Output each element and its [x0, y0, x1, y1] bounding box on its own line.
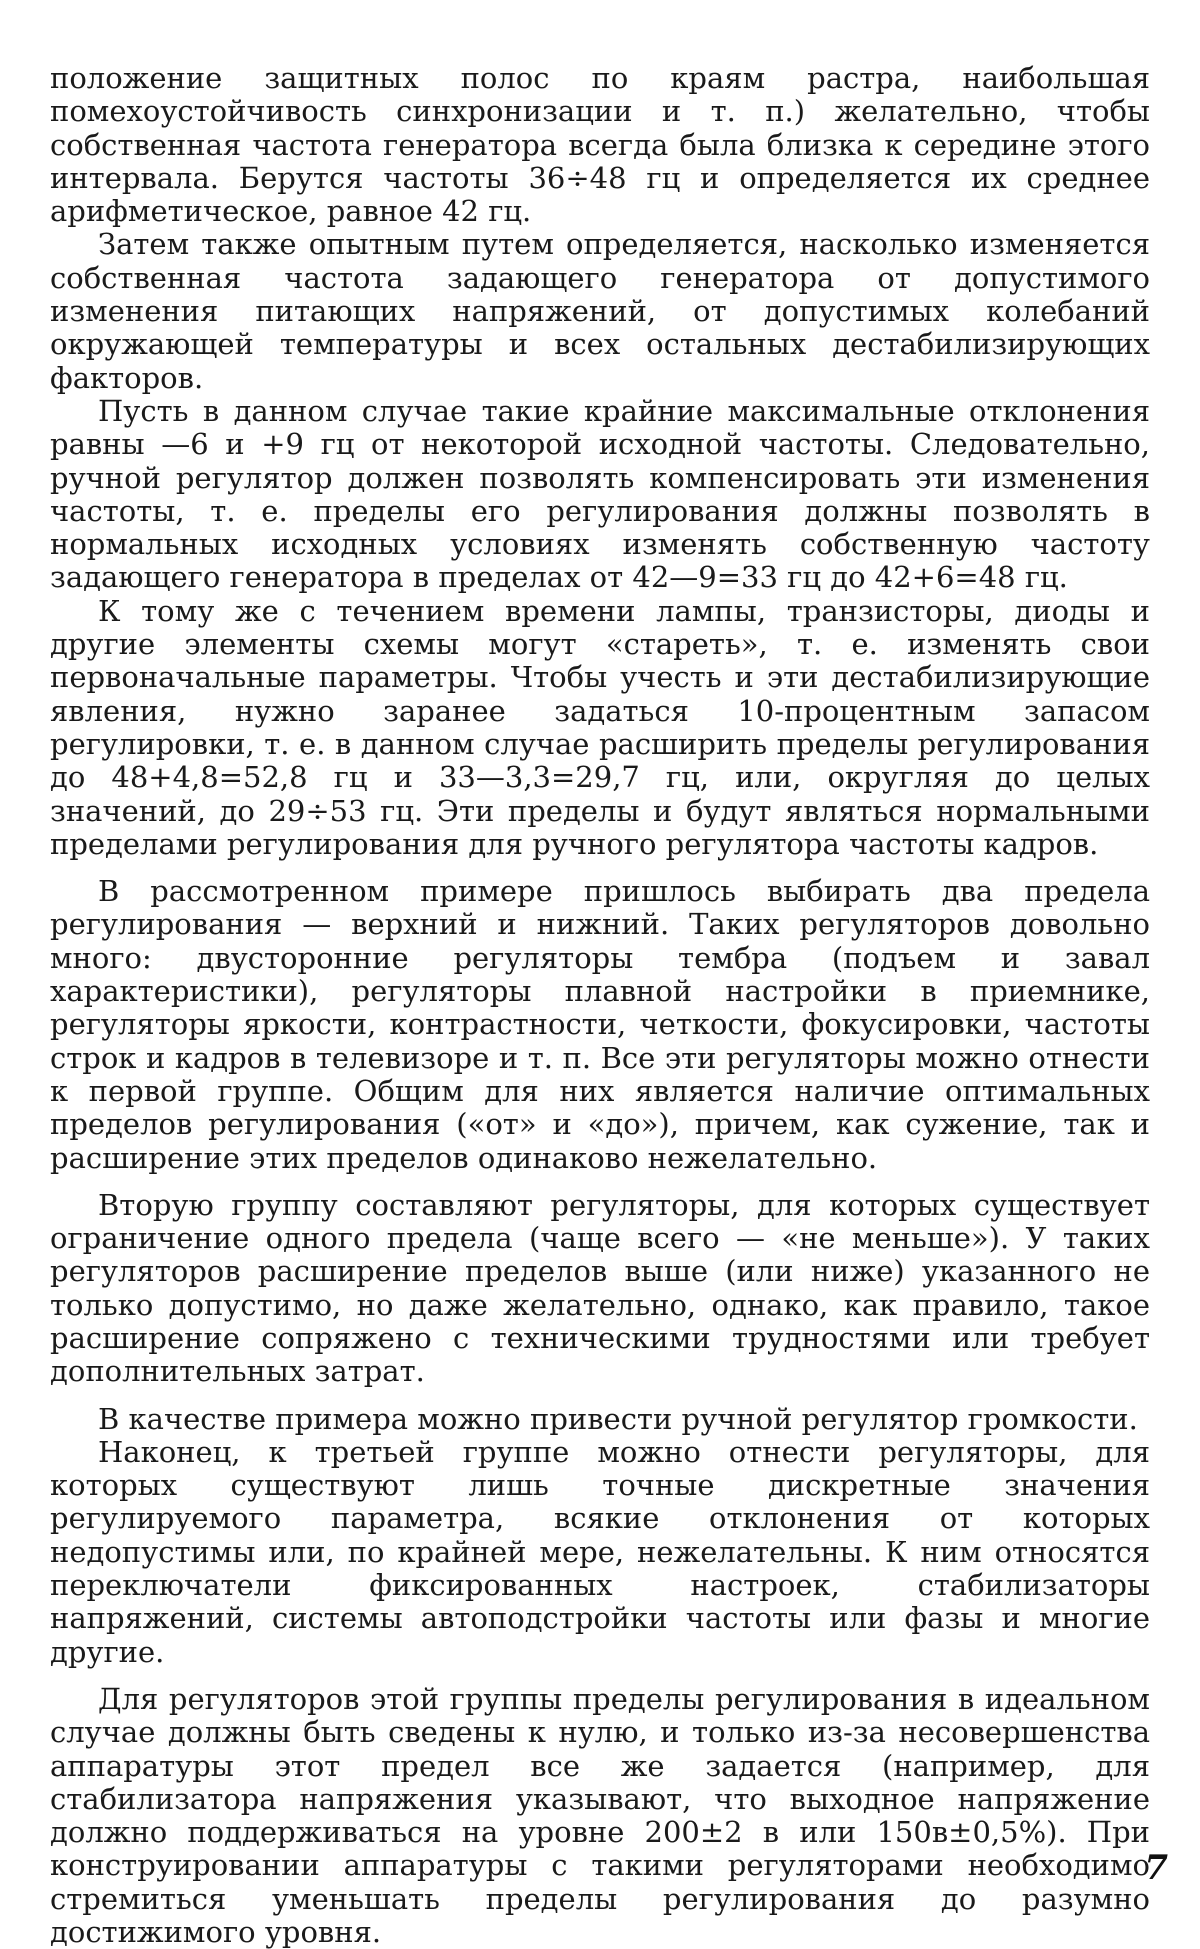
paragraph-volume-example: В качестве примера можно привести ручной регулятор громкости. [98, 1401, 1138, 1436]
paragraph-aging-margin: К тому же с течением времени лампы, транзисторы, диоды и другие элементы схемы могут «стареть», т. е. изменять свои первоначальные параметры. Чтобы учесть и эти дестабилизирующие явления, нужно заранее задаться 10-процентным запасом регулировки, т. е. в данном случае расширить пределы регулирования до 48+4,8=52,8 гц и 33—3,3=29,7 гц, или, округляя до целых значений, до 29÷53 гц. Эти пределы и будут являться нормальными пределами регулирования для ручного регулятора частоты кадров. [50, 593, 1150, 861]
paragraph-first-group: В рассмотренном примере пришлось выбирать два предела регулирования — верхний и нижний. Таких регуляторов довольно много: двусторонние регуляторы тембра (подъем и завал характеристики), регуляторы плавной настройки в приемнике, регуляторы яркости, контрастности, четкости, фокусировки, частоты строк и кадров в телевизоре и т. п. Все эти регуляторы можно отнести к первой группе. Общим для них является наличие оптимальных пределов регулирования («от» и «до»), причем, как сужение, так и расширение этих пределов одинаково нежелательно. [50, 874, 1150, 1175]
paragraph-deviation-example: Пусть в данном случае такие крайние максимальные отклонения равны —6 и +9 гц от некоторой исходной частоты. Следовательно, ручной регулятор должен позволять компенсировать эти изменения частоты, т. е. пределы его регулирования должны позволять в нормальных исходных условиях изменять собственную частоту задающего генератора в пределах от 42—9=33 гц до 42+6=48 гц. [50, 393, 1150, 595]
paragraph-third-group: Наконец, к третьей группе можно отнести регуляторы, для которых существуют лишь точные дискретные значения регулируемого параметра, всякие отклонения от которых недопустимы или, по крайней мере, нежелательны. К ним относятся переключатели фиксированных настроек, стабилизаторы напряжений, системы автоподстройки частоты или фазы и многие другие. [50, 1434, 1150, 1669]
page-body [50, 62, 1150, 1949]
paragraph-second-group: Вторую группу составляют регуляторы, для которых существует ограничение одного предела (чаще всего — «не меньше»). У таких регуляторов расширение пределов выше (или ниже) указанного не только допустимо, но даже желательно, однако, как правило, такое расширение сопряжено с техническими трудностями или требует дополнительных затрат. [50, 1187, 1150, 1389]
paragraph-frequency-stability: Затем также опытным путем определяется, насколько изменяется собственная частота задающего генератора от допустимого изменения питающих напряжений, от допустимых колебаний окружающей температуры и всех остальных дестабилизирующих факторов. [50, 227, 1150, 395]
paragraph-third-group-limits: Для регуляторов этой группы пределы регулирования в идеальном случае должны быть сведены к нулю, и только из-за несовершенства аппаратуры этот предел все же задается (например, для стабилизатора напряжения указывают, что выходное напряжение должно поддерживаться на уровне 200±2 в или 150в±0,5%). При конструировании аппаратуры с такими регуляторами необходимо стремиться уменьшать пределы регулирования до разумно достижимого уровня. [50, 1681, 1150, 1949]
paragraph-continuation: положение защитных полос по краям растра, наибольшая помехоустойчивость синхронизации и т. п.) желательно, чтобы собственная частота генератора всегда была близка к середине этого интервала. Берутся частоты 36÷48 гц и определяется их среднее арифметическое, равное 42 гц. [50, 61, 1150, 229]
page-number: 7 [1144, 1848, 1168, 1888]
